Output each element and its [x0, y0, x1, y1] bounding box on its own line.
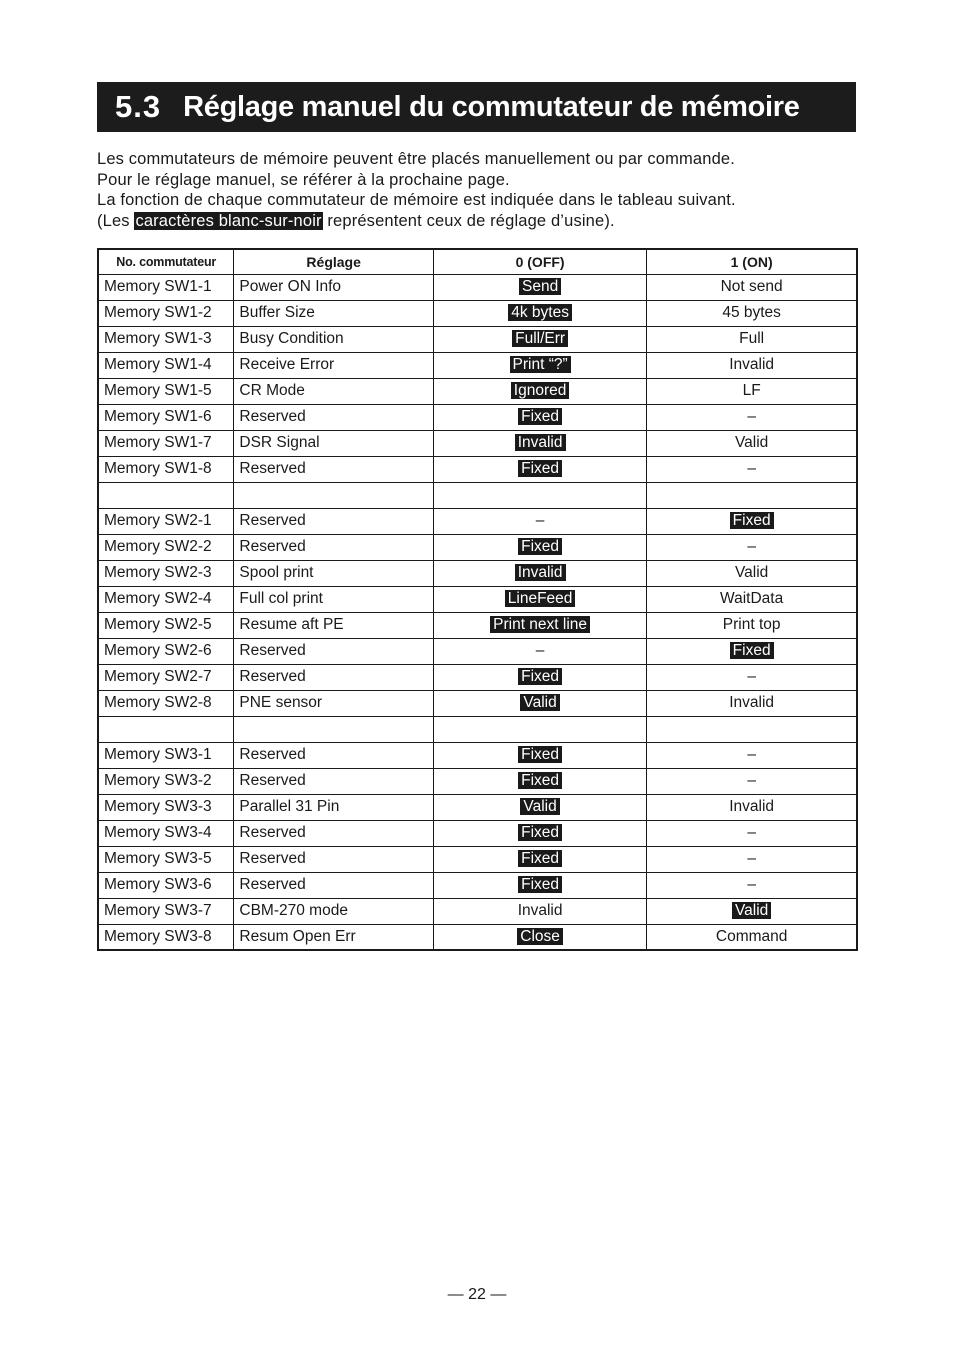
cell-off-value [433, 404, 646, 430]
cell-text: CR Mode [239, 382, 305, 399]
intro-line-suffix: représentent ceux de réglage d’usine). [322, 211, 615, 230]
cell-text: Invalid [729, 356, 775, 373]
cell-setting [234, 872, 434, 898]
cell-text: Receive Error [239, 356, 335, 373]
factory-default-chip: Valid [520, 798, 559, 815]
cell-switch-no [98, 560, 234, 586]
cell-text: Memory SW2-3 [104, 564, 212, 581]
table-row [98, 586, 857, 612]
table-spacer-row [98, 716, 857, 742]
cell-on-value [647, 300, 857, 326]
inverse-highlight: caractères blanc-sur-noir [135, 211, 322, 230]
cell-on-value [647, 586, 857, 612]
cell-off-value [433, 794, 646, 820]
table-row [98, 508, 857, 534]
cell-text: Full col print [239, 590, 323, 607]
table-body [98, 274, 857, 950]
cell-on-value [647, 456, 857, 482]
cell-setting [234, 768, 434, 794]
cell-switch-no [98, 586, 234, 612]
cell-setting [234, 300, 434, 326]
cell-setting [234, 794, 434, 820]
cell-off-value [433, 768, 646, 794]
cell-setting [234, 352, 434, 378]
cell-text: – [747, 538, 756, 555]
intro-line [97, 211, 877, 232]
cell-off-value [433, 508, 646, 534]
header-off: 0 (OFF) [433, 249, 646, 274]
cell-text: PNE sensor [239, 694, 323, 711]
cell-setting [234, 820, 434, 846]
factory-default-chip: Invalid [515, 434, 566, 451]
cell-setting [234, 326, 434, 352]
cell-text: Memory SW3-8 [104, 927, 212, 945]
cell-on-value [647, 742, 857, 768]
cell-on-value [647, 924, 857, 950]
cell-off-value [433, 456, 646, 482]
cell-on-value [647, 716, 857, 742]
cell-setting [234, 482, 434, 508]
cell-text: – [747, 876, 756, 893]
cell-text: Reserved [239, 512, 306, 529]
cell-text: Memory SW3-2 [104, 772, 212, 789]
table-row [98, 456, 857, 482]
cell-switch-no [98, 820, 234, 846]
table-row [98, 612, 857, 638]
table-header-row [98, 249, 857, 274]
factory-default-chip: Full/Err [512, 330, 568, 347]
factory-default-chip: 4k bytes [508, 304, 572, 321]
table-row [98, 794, 857, 820]
cell-text: CBM-270 mode [239, 902, 348, 919]
cell-off-value [433, 638, 646, 664]
cell-switch-no [98, 274, 234, 300]
cell-switch-no [98, 612, 234, 638]
factory-default-chip: Invalid [515, 564, 566, 581]
cell-on-value [647, 508, 857, 534]
table-row [98, 352, 857, 378]
cell-text: Memory SW1-3 [104, 330, 212, 347]
table-row [98, 560, 857, 586]
table-row [98, 820, 857, 846]
cell-text: – [747, 824, 756, 841]
table-row [98, 846, 857, 872]
cell-switch-no [98, 456, 234, 482]
table-row [98, 404, 857, 430]
cell-text: Resum Open Err [239, 927, 356, 945]
cell-on-value [647, 612, 857, 638]
cell-on-value [647, 820, 857, 846]
cell-off-value [433, 898, 646, 924]
table-row [98, 534, 857, 560]
section-number: 5.3 [115, 89, 162, 124]
cell-setting [234, 612, 434, 638]
factory-default-chip: Print “?” [510, 356, 571, 373]
factory-default-chip: Fixed [518, 850, 562, 867]
cell-on-value [647, 326, 857, 352]
cell-text: Valid [734, 564, 769, 581]
cell-switch-no [98, 638, 234, 664]
intro-line-prefix: (Les [97, 211, 135, 230]
cell-setting [234, 742, 434, 768]
cell-on-value [647, 378, 857, 404]
cell-text: Memory SW2-7 [104, 668, 212, 685]
table-row [98, 638, 857, 664]
table-row [98, 378, 857, 404]
cell-text: Resume aft PE [239, 616, 344, 633]
table-row [98, 326, 857, 352]
cell-text: Reserved [239, 460, 306, 477]
cell-text: Memory SW3-5 [104, 850, 212, 867]
table-row [98, 898, 857, 924]
cell-text: Parallel 31 Pin [239, 798, 340, 815]
cell-text: Buffer Size [239, 304, 315, 321]
cell-text: – [747, 746, 756, 763]
cell-on-value [647, 898, 857, 924]
cell-on-value [647, 274, 857, 300]
cell-off-value [433, 326, 646, 352]
cell-text: Memory SW2-6 [104, 642, 212, 659]
cell-text: Memory SW3-6 [104, 876, 212, 893]
table-row [98, 742, 857, 768]
cell-off-value [433, 846, 646, 872]
header-no: No. commutateur [98, 249, 234, 274]
cell-text: – [535, 512, 545, 529]
cell-text: – [535, 642, 545, 659]
cell-text: Reserved [239, 772, 306, 789]
cell-switch-no [98, 768, 234, 794]
factory-default-chip: Fixed [518, 772, 562, 789]
cell-switch-no [98, 690, 234, 716]
cell-text: Invalid [517, 902, 563, 919]
cell-text: Memory SW1-2 [104, 304, 212, 321]
cell-text: – [747, 408, 756, 425]
cell-setting [234, 378, 434, 404]
cell-on-value [647, 794, 857, 820]
cell-switch-no [98, 378, 234, 404]
table-row [98, 430, 857, 456]
cell-off-value [433, 300, 646, 326]
cell-text: Memory SW2-2 [104, 538, 212, 555]
intro-line: Pour le réglage manuel, se référer à la prochaine page. [97, 170, 510, 189]
cell-setting [234, 664, 434, 690]
page-number: — 22 — [447, 1286, 507, 1303]
cell-setting [234, 898, 434, 924]
cell-setting [234, 716, 434, 742]
cell-switch-no [98, 872, 234, 898]
cell-text: Memory SW3-3 [104, 798, 212, 815]
factory-default-chip: Valid [732, 902, 771, 919]
table-row [98, 924, 857, 950]
cell-text: LF [742, 382, 761, 399]
cell-text: – [747, 772, 756, 789]
factory-default-chip: Fixed [730, 512, 774, 529]
cell-setting [234, 690, 434, 716]
cell-text: Power ON Info [239, 278, 342, 295]
cell-text: Reserved [239, 668, 306, 685]
cell-off-value [433, 924, 646, 950]
cell-off-value [433, 352, 646, 378]
cell-text: Memory SW1-7 [104, 434, 212, 451]
table-row [98, 664, 857, 690]
cell-text: Memory SW1-4 [104, 356, 212, 373]
cell-text: Invalid [729, 694, 775, 711]
table-row [98, 274, 857, 300]
cell-text: Valid [734, 434, 769, 451]
cell-text: Memory SW2-5 [104, 616, 212, 633]
cell-on-value [647, 534, 857, 560]
factory-default-chip: Fixed [518, 408, 562, 425]
cell-on-value [647, 664, 857, 690]
factory-default-chip: Fixed [518, 668, 562, 685]
cell-setting [234, 638, 434, 664]
cell-switch-no [98, 508, 234, 534]
cell-text: Memory SW3-4 [104, 824, 212, 841]
cell-off-value [433, 482, 646, 508]
cell-on-value [647, 872, 857, 898]
cell-off-value [433, 612, 646, 638]
section-title-bar [97, 82, 856, 132]
cell-setting [234, 456, 434, 482]
cell-text: – [747, 668, 756, 685]
cell-setting [234, 430, 434, 456]
factory-default-chip: Print next line [490, 616, 590, 633]
cell-text: Command [715, 927, 788, 945]
cell-text: Full [739, 330, 765, 347]
factory-default-chip: Fixed [518, 824, 562, 841]
cell-on-value [647, 638, 857, 664]
cell-text: WaitData [720, 590, 784, 607]
cell-text: Spool print [239, 564, 314, 581]
cell-on-value [647, 430, 857, 456]
table-row [98, 300, 857, 326]
cell-text: Print top [722, 616, 781, 633]
cell-off-value [433, 716, 646, 742]
table-row [98, 768, 857, 794]
table-row [98, 872, 857, 898]
intro-line: La fonction de chaque commutateur de mémoire est indiquée dans le tableau suivant. [97, 191, 736, 209]
cell-switch-no [98, 716, 234, 742]
cell-on-value [647, 482, 857, 508]
cell-on-value [647, 560, 857, 586]
cell-off-value [433, 430, 646, 456]
cell-switch-no [98, 846, 234, 872]
factory-default-chip: Fixed [730, 642, 774, 659]
header-on: 1 (ON) [647, 249, 857, 274]
cell-text: Memory SW1-5 [104, 382, 212, 399]
cell-off-value [433, 534, 646, 560]
factory-default-chip: Fixed [518, 538, 562, 555]
factory-default-chip: Fixed [518, 460, 562, 477]
cell-setting [234, 846, 434, 872]
cell-switch-no [98, 352, 234, 378]
cell-setting [234, 404, 434, 430]
cell-text: Reserved [239, 408, 306, 425]
factory-default-chip: Fixed [518, 746, 562, 763]
cell-on-value [647, 846, 857, 872]
cell-setting [234, 508, 434, 534]
cell-text: Busy Condition [239, 330, 344, 347]
memory-switch-table [97, 248, 858, 951]
cell-text: DSR Signal [239, 434, 320, 451]
cell-off-value [433, 742, 646, 768]
factory-default-chip: Fixed [518, 876, 562, 893]
cell-setting [234, 560, 434, 586]
cell-text: Reserved [239, 824, 306, 841]
cell-on-value [647, 690, 857, 716]
cell-text: Reserved [239, 746, 306, 763]
cell-text: Invalid [729, 798, 775, 815]
cell-switch-no [98, 664, 234, 690]
cell-switch-no [98, 404, 234, 430]
cell-setting [234, 586, 434, 612]
cell-off-value [433, 586, 646, 612]
cell-switch-no [98, 300, 234, 326]
cell-text: Memory SW1-6 [104, 408, 212, 425]
cell-setting [234, 534, 434, 560]
cell-text: Memory SW2-8 [104, 694, 212, 711]
cell-on-value [647, 768, 857, 794]
cell-off-value [433, 820, 646, 846]
cell-off-value [433, 274, 646, 300]
cell-text: Memory SW3-7 [104, 902, 212, 919]
cell-on-value [647, 404, 857, 430]
cell-switch-no [98, 742, 234, 768]
cell-off-value [433, 664, 646, 690]
intro-text [97, 149, 877, 231]
cell-text: 45 bytes [722, 304, 781, 321]
cell-text: Memory SW1-1 [104, 278, 212, 295]
factory-default-chip: Send [519, 278, 561, 295]
section-title: Réglage manuel du commutateur de mémoire [183, 90, 800, 123]
cell-switch-no [98, 326, 234, 352]
cell-switch-no [98, 898, 234, 924]
cell-on-value [647, 352, 857, 378]
cell-switch-no [98, 534, 234, 560]
cell-text: – [747, 460, 756, 477]
cell-switch-no [98, 924, 234, 950]
table-row [98, 690, 857, 716]
cell-text: Memory SW1-8 [104, 460, 212, 477]
cell-text: Memory SW2-4 [104, 590, 212, 607]
intro-line: Les commutateurs de mémoire peuvent être placés manuellement ou par commande. [97, 150, 735, 168]
cell-switch-no [98, 794, 234, 820]
cell-text: Reserved [239, 538, 306, 555]
table-spacer-row [98, 482, 857, 508]
cell-text: Reserved [239, 850, 306, 867]
cell-text: Reserved [239, 642, 306, 659]
cell-text: Reserved [239, 876, 306, 893]
cell-text: Not send [720, 278, 783, 295]
cell-switch-no [98, 482, 234, 508]
cell-text: – [747, 850, 756, 867]
cell-text: Memory SW3-1 [104, 746, 212, 763]
factory-default-chip: Ignored [511, 382, 570, 399]
cell-off-value [433, 560, 646, 586]
cell-text: Memory SW2-1 [104, 512, 212, 529]
cell-setting [234, 274, 434, 300]
cell-off-value [433, 690, 646, 716]
cell-off-value [433, 872, 646, 898]
header-setting: Réglage [234, 249, 434, 274]
cell-switch-no [98, 430, 234, 456]
cell-off-value [433, 378, 646, 404]
cell-setting [234, 924, 434, 950]
factory-default-chip: Valid [520, 694, 559, 711]
factory-default-chip: LineFeed [505, 590, 576, 607]
factory-default-chip: Close [517, 928, 563, 945]
